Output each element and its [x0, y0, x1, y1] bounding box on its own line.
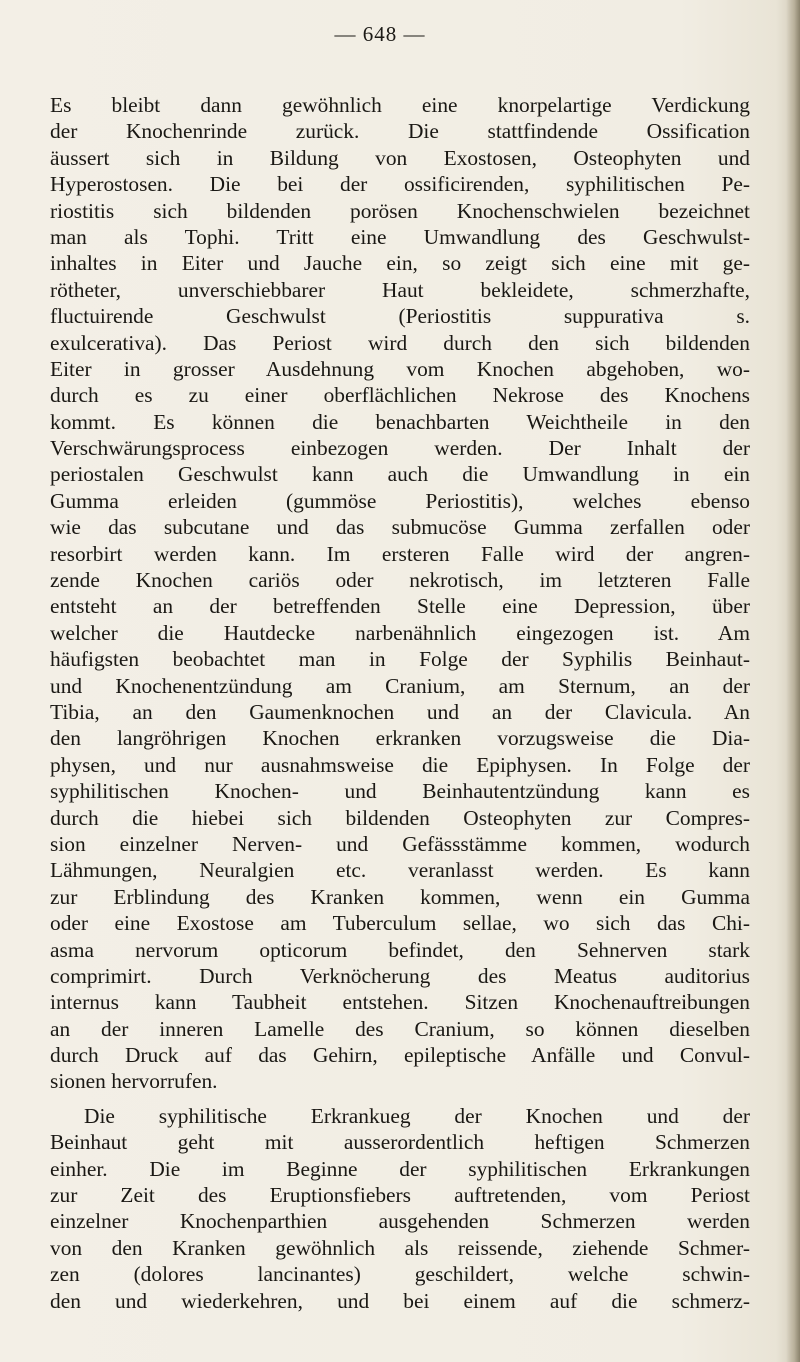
text-line: Lähmungen, Neuralgien etc. veranlasst werden. Es kann [50, 858, 750, 883]
text-line: internus kann Taubheit entstehen. Sitzen Knochenauftreibungen [50, 990, 750, 1015]
text-line: sion einzelner Nerven- und Gefässstämme kommen, wodurch [50, 831, 750, 856]
text-line: Verschwärungsprocess einbezogen werden. Der Inhalt der [50, 436, 750, 461]
text-line: periostalen Geschwulst kann auch die Umwandlung in ein [50, 462, 750, 487]
paragraph-1 [50, 92, 750, 1095]
text-line: wie das subcutane und das submucöse Gumma zerfallen oder [50, 515, 750, 540]
text-line: der Knochenrinde zurück. Die stattfindende Ossification [50, 119, 750, 144]
text-line: Beinhaut geht mit ausserordentlich heftigen Schmerzen [50, 1130, 750, 1155]
text-line: welcher die Hautdecke narbenähnlich eingezogen ist. Am [50, 620, 750, 645]
text-line: physen, und nur ausnahmsweise die Epiphysen. In Folge der [50, 752, 750, 777]
text-line: resorbirt werden kann. Im ersteren Falle wird der angren- [50, 541, 750, 566]
text-line: asma nervorum opticorum befindet, den Sehnerven stark [50, 937, 750, 962]
text-line: Die syphilitische Erkrankueg der Knochen und der [84, 1103, 750, 1128]
page-number: — 648 — [334, 22, 426, 46]
paragraph-gap [50, 1095, 750, 1103]
text-line: syphilitischen Knochen- und Beinhautentzündung kann es [50, 779, 750, 804]
text-line: entsteht an der betreffenden Stelle eine Depression, über [50, 594, 750, 619]
text-line: comprimirt. Durch Verknöcherung des Meatus auditorius [50, 963, 750, 988]
text-line: Hyperostosen. Die bei der ossificirenden, syphilitischen Pe- [50, 172, 750, 197]
text-line: Es bleibt dann gewöhnlich eine knorpelartige Verdickung [50, 93, 750, 117]
page-edge-shadow [786, 0, 800, 1362]
text-line: riostitis sich bildenden porösen Knochenschwielen bezeichnet [50, 198, 750, 223]
text-line: einzelner Knochenparthien ausgehenden Schmerzen werden [50, 1209, 750, 1234]
text-line: zur Erblindung des Kranken kommen, wenn ein Gumma [50, 884, 750, 909]
text-line: und Knochenentzündung am Cranium, am Sternum, an der [50, 673, 750, 698]
text-line: Gumma erleiden (gummöse Periostitis), welches ebenso [50, 488, 750, 513]
text-line: sionen hervorrufen. [50, 1069, 218, 1094]
text-line: kommt. Es können die benachbarten Weichtheile in den [50, 409, 750, 434]
text-line: zur Zeit des Eruptionsfiebers auftretenden, vom Periost [50, 1183, 750, 1208]
text-line: von den Kranken gewöhnlich als reissende, ziehende Schmer- [50, 1235, 750, 1260]
paragraph-2 [50, 1103, 750, 1314]
text-line: zende Knochen cariös oder nekrotisch, im letzteren Falle [50, 568, 750, 593]
text-line: inhaltes in Eiter und Jauche ein, so zeigt sich eine mit ge- [50, 251, 750, 276]
text-line: einher. Die im Beginne der syphilitischen Erkrankungen [50, 1156, 750, 1181]
text-line: Eiter in grosser Ausdehnung vom Knochen abgehoben, wo- [50, 356, 750, 381]
text-line: durch die hiebei sich bildenden Osteophyten zur Compres- [50, 805, 750, 830]
text-line: an der inneren Lamelle des Cranium, so können dieselben [50, 1016, 750, 1041]
text-line: Tibia, an den Gaumenknochen und an der Clavicula. An [50, 699, 750, 724]
text-line: den und wiederkehren, und bei einem auf die schmerz- [50, 1288, 750, 1313]
text-line: oder eine Exostose am Tuberculum sellae, wo sich das Chi- [50, 911, 750, 936]
text-line: rötheter, unverschiebbarer Haut bekleidete, schmerzhafte, [50, 277, 750, 302]
text-line: den langröhrigen Knochen erkranken vorzugsweise die Dia- [50, 726, 750, 751]
text-line: man als Tophi. Tritt eine Umwandlung des Geschwulst- [50, 224, 750, 249]
text-line: durch Druck auf das Gehirn, epileptische Anfälle und Convul- [50, 1043, 750, 1068]
text-line: fluctuirende Geschwulst (Periostitis suppurativa s. [50, 304, 750, 329]
body-text [50, 92, 750, 1314]
text-line: exulcerativa). Das Periost wird durch den sich bildenden [50, 330, 750, 355]
text-line: äussert sich in Bildung von Exostosen, Osteophyten und [50, 145, 750, 170]
text-line: durch es zu einer oberflächlichen Nekrose des Knochens [50, 383, 750, 408]
text-line: häufigsten beobachtet man in Folge der Syphilis Beinhaut- [50, 647, 750, 672]
text-line: zen (dolores lancinantes) geschildert, welche schwin- [50, 1262, 750, 1287]
